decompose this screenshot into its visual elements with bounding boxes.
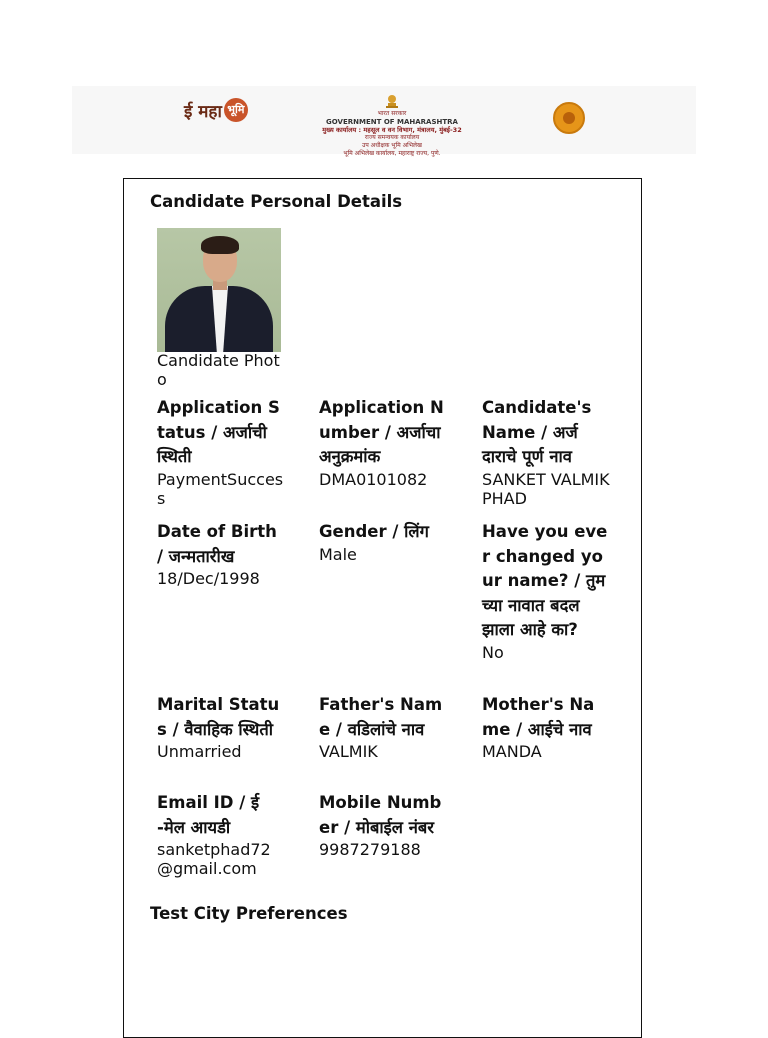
logo-circle: भूमि: [224, 98, 248, 122]
label-candidate-name: Candidate's Name / अर्जदाराचे पूर्ण नाव: [482, 398, 592, 466]
mahabhumi-logo: [184, 98, 248, 122]
gov-line4: उप अधीक्षक भूमि अभिलेख: [362, 142, 422, 149]
value-mobile: 9987279188: [319, 840, 421, 859]
field-dob: [157, 520, 285, 588]
value-email: sanketphad72@gmail.com: [157, 840, 271, 878]
field-father-name: [319, 693, 447, 761]
value-marital-status: Unmarried: [157, 742, 242, 761]
value-candidate-name: SANKET VALMIK PHAD: [482, 469, 610, 508]
field-application-status: [157, 396, 285, 508]
gov-top: भारत सरकार: [377, 110, 407, 117]
label-name-changed: Have you ever changed your name? / तुमच्या नावात बदल झाला आहे का?: [482, 522, 608, 639]
value-mother-name: MANDA: [482, 742, 542, 761]
value-application-status: PaymentSuccess: [157, 469, 284, 508]
label-email: Email ID / ई -मेल आयडी: [157, 793, 260, 837]
government-header: [308, 92, 476, 158]
maharashtra-seal-icon: [553, 102, 585, 134]
section-title-test-city: Test City Preferences: [150, 904, 348, 923]
field-mother-name: [482, 693, 610, 761]
label-marital-status: Marital Status / वैवाहिक स्थिती: [157, 695, 280, 739]
field-candidate-name: [482, 396, 610, 508]
label-mother-name: Mother's Name / आईचे नाव: [482, 695, 595, 739]
value-dob: 18/Dec/1998: [157, 569, 260, 588]
field-mobile: [319, 791, 447, 859]
label-application-status: Application Status / अर्जाची स्थिती: [157, 398, 280, 466]
value-father-name: VALMIK: [319, 742, 378, 761]
field-gender: [319, 520, 447, 564]
gov-office: मुख्य कार्यालय : महसूल व वन विभाग, मंत्रालय, मुंबई-32: [322, 126, 462, 134]
label-application-number: Application Number / अर्जाचा अनुक्रमांक: [319, 398, 444, 466]
header-banner: [72, 86, 696, 157]
field-email: [157, 791, 285, 878]
gov-line3: राज्य समन्वयक कार्यालय: [364, 134, 420, 141]
national-emblem-icon: [385, 92, 399, 108]
label-father-name: Father's Name / वडिलांचे नाव: [319, 695, 443, 739]
gov-line5: भूमि अभिलेख कार्यालय, महाराष्ट्र राज्य, पुणे.: [343, 150, 441, 157]
photo-caption: Candidate Photo: [157, 351, 280, 389]
section-title-personal: Candidate Personal Details: [150, 192, 403, 211]
field-application-number: [319, 396, 447, 489]
field-name-changed: [482, 520, 610, 662]
value-gender: Male: [319, 544, 357, 564]
candidate-details-card: [123, 178, 642, 1038]
candidate-photo: [157, 228, 281, 352]
label-gender: Gender / लिंग: [319, 522, 429, 541]
field-marital-status: [157, 693, 285, 761]
value-application-number: DMA0101082: [319, 469, 428, 489]
gov-main: GOVERNMENT OF MAHARASHTRA: [326, 118, 458, 126]
logo-text: ई महा: [184, 101, 222, 122]
label-dob: Date of Birth / जन्मतारीख: [157, 522, 277, 566]
label-mobile: Mobile Number / मोबाईल नंबर: [319, 793, 442, 837]
value-name-changed: No: [482, 642, 504, 662]
